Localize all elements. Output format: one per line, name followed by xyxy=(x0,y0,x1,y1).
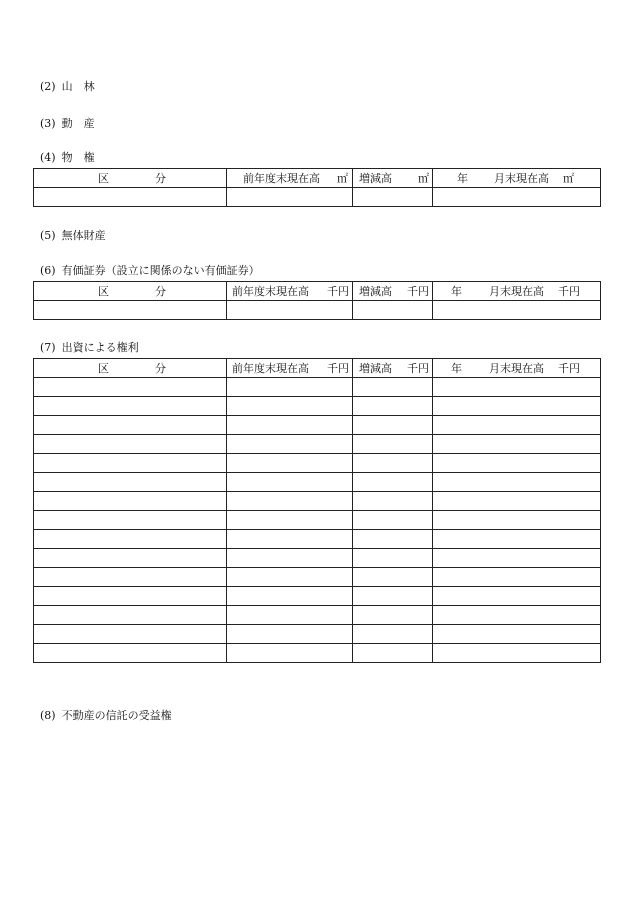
table-header-row xyxy=(34,282,601,301)
section-number: (3) xyxy=(40,117,56,130)
table-cell[interactable] xyxy=(34,549,227,568)
header-kubun-2: 分 xyxy=(155,285,166,298)
table-cell[interactable] xyxy=(433,549,601,568)
table-row xyxy=(34,473,601,492)
header-kubun-1: 区 xyxy=(98,172,109,185)
section-number: (5) xyxy=(40,229,56,242)
section-6-heading xyxy=(40,264,260,278)
table-cell[interactable] xyxy=(227,625,353,644)
header-curr-label: 月末現在高 xyxy=(494,172,549,185)
section-2-heading xyxy=(40,80,95,94)
table-cell[interactable] xyxy=(433,416,601,435)
section-title: 動 産 xyxy=(61,117,95,130)
table-cell[interactable] xyxy=(227,435,353,454)
table-cell[interactable] xyxy=(227,644,353,663)
table-row xyxy=(34,435,601,454)
section-7-heading xyxy=(40,341,139,355)
table-cell[interactable] xyxy=(433,473,601,492)
header-prev-unit: ㎡ xyxy=(337,172,348,185)
table-cell[interactable] xyxy=(353,435,433,454)
header-curr-label: 月末現在高 xyxy=(489,362,544,375)
table-cell[interactable] xyxy=(34,378,227,397)
table-cell[interactable] xyxy=(34,301,227,320)
table-cell[interactable] xyxy=(34,644,227,663)
table-cell[interactable] xyxy=(353,188,433,207)
table-header-row xyxy=(34,169,601,188)
table-row xyxy=(34,492,601,511)
section-4-heading xyxy=(40,151,95,165)
table-cell[interactable] xyxy=(227,301,353,320)
header-prev-label: 前年度末現在高 xyxy=(243,172,320,185)
table-cell[interactable] xyxy=(353,549,433,568)
header-prev-label: 前年度末現在高 xyxy=(232,285,309,298)
table-cell[interactable] xyxy=(34,625,227,644)
header-kubun-1: 区 xyxy=(98,285,109,298)
table-cell[interactable] xyxy=(227,416,353,435)
table-cell[interactable] xyxy=(353,568,433,587)
section-number: (2) xyxy=(40,80,56,93)
header-prev-unit: 千円 xyxy=(327,362,349,375)
table-cell[interactable] xyxy=(227,397,353,416)
header-curr-label: 月末現在高 xyxy=(489,285,544,298)
table-header-row xyxy=(34,359,601,378)
table-cell[interactable] xyxy=(353,473,433,492)
header-kubun-1: 区 xyxy=(98,362,109,375)
table-row xyxy=(34,378,601,397)
table-cell[interactable] xyxy=(227,492,353,511)
header-curr-unit: ㎡ xyxy=(563,172,574,185)
table-cell[interactable] xyxy=(34,473,227,492)
table-cell[interactable] xyxy=(433,454,601,473)
section-8-heading xyxy=(40,709,172,723)
table-cell[interactable] xyxy=(433,378,601,397)
header-kubun-2: 分 xyxy=(155,172,166,185)
table-cell[interactable] xyxy=(433,188,601,207)
table-cell[interactable] xyxy=(227,587,353,606)
table-investment-rights xyxy=(33,358,601,663)
table-cell[interactable] xyxy=(433,511,601,530)
table-cell[interactable] xyxy=(227,378,353,397)
table-cell[interactable] xyxy=(34,530,227,549)
section-title: 出資による権利 xyxy=(61,341,139,354)
table-cell[interactable] xyxy=(227,454,353,473)
header-kubun-2: 分 xyxy=(155,362,166,375)
table-cell[interactable] xyxy=(227,188,353,207)
section-number: (4) xyxy=(40,151,56,164)
table-cell[interactable] xyxy=(433,301,601,320)
table-real-rights xyxy=(33,168,601,207)
table-row xyxy=(34,625,601,644)
table-cell[interactable] xyxy=(353,454,433,473)
section-3-heading xyxy=(40,117,95,131)
table-cell[interactable] xyxy=(34,511,227,530)
table-cell[interactable] xyxy=(353,625,433,644)
section-number: (6) xyxy=(40,264,56,277)
section-title: 無体財産 xyxy=(61,229,106,242)
table-cell[interactable] xyxy=(433,435,601,454)
header-curr-unit: 千円 xyxy=(558,362,580,375)
table-cell[interactable] xyxy=(353,397,433,416)
table-cell[interactable] xyxy=(353,587,433,606)
table-row xyxy=(34,530,601,549)
table-cell[interactable] xyxy=(353,378,433,397)
section-5-heading xyxy=(40,229,106,243)
table-row xyxy=(34,397,601,416)
table-cell[interactable] xyxy=(34,492,227,511)
table-cell[interactable] xyxy=(34,568,227,587)
table-cell[interactable] xyxy=(433,492,601,511)
table-cell[interactable] xyxy=(433,644,601,663)
table-cell[interactable] xyxy=(34,454,227,473)
header-curr-unit: 千円 xyxy=(558,285,580,298)
table-row xyxy=(34,644,601,663)
table-cell[interactable] xyxy=(34,416,227,435)
table-row xyxy=(34,454,601,473)
section-title: 山 林 xyxy=(61,80,95,93)
header-year-label: 年 xyxy=(451,285,462,298)
header-incr-label: 増減高 xyxy=(359,172,392,185)
section-number: (7) xyxy=(40,341,56,354)
header-incr-unit: 千円 xyxy=(407,285,429,298)
table-securities xyxy=(33,281,601,320)
table-cell[interactable] xyxy=(433,587,601,606)
table-cell[interactable] xyxy=(227,568,353,587)
table-cell[interactable] xyxy=(433,568,601,587)
header-incr-label: 増減高 xyxy=(359,362,392,375)
table-row xyxy=(34,587,601,606)
header-prev-label: 前年度末現在高 xyxy=(232,362,309,375)
table-cell[interactable] xyxy=(433,625,601,644)
header-year-label: 年 xyxy=(457,172,468,185)
table-cell[interactable] xyxy=(34,435,227,454)
header-year-label: 年 xyxy=(451,362,462,375)
table-row xyxy=(34,301,601,320)
table-cell[interactable] xyxy=(353,644,433,663)
table-row xyxy=(34,511,601,530)
table-row xyxy=(34,606,601,625)
table-cell[interactable] xyxy=(227,473,353,492)
table-cell[interactable] xyxy=(433,397,601,416)
header-incr-unit: ㎡ xyxy=(418,172,429,185)
table-row xyxy=(34,549,601,568)
table-cell[interactable] xyxy=(227,606,353,625)
table-row xyxy=(34,416,601,435)
table-cell[interactable] xyxy=(34,587,227,606)
table-row xyxy=(34,188,601,207)
table-cell[interactable] xyxy=(34,397,227,416)
table-cell[interactable] xyxy=(433,606,601,625)
section-title: 有価証券（設立に関係のない有価証券） xyxy=(61,264,260,277)
table-cell[interactable] xyxy=(34,188,227,207)
header-incr-label: 増減高 xyxy=(359,285,392,298)
table-cell[interactable] xyxy=(353,492,433,511)
table-cell[interactable] xyxy=(353,301,433,320)
table-cell[interactable] xyxy=(353,606,433,625)
table-cell[interactable] xyxy=(227,530,353,549)
table-cell[interactable] xyxy=(34,606,227,625)
section-title: 不動産の信託の受益権 xyxy=(61,709,172,722)
section-title: 物 権 xyxy=(61,151,95,164)
table-cell[interactable] xyxy=(227,549,353,568)
table-cell[interactable] xyxy=(227,511,353,530)
table-cell[interactable] xyxy=(353,416,433,435)
table-row xyxy=(34,568,601,587)
header-prev-unit: 千円 xyxy=(327,285,349,298)
table-cell[interactable] xyxy=(433,530,601,549)
section-number: (8) xyxy=(40,709,56,722)
table-cell[interactable] xyxy=(353,530,433,549)
table-cell[interactable] xyxy=(353,511,433,530)
header-incr-unit: 千円 xyxy=(407,362,429,375)
